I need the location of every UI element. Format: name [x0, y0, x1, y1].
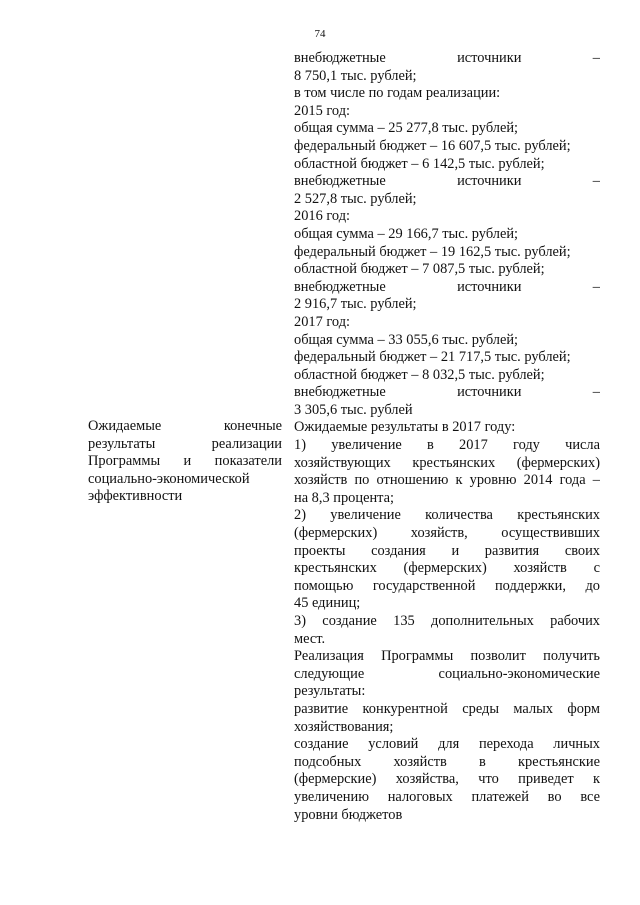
text-line: 3 305,6 тыс. рублей [294, 401, 413, 418]
text-line: эффективности [88, 488, 183, 505]
text-line: Реализация Программы позволит получить [294, 648, 600, 665]
text-line: внебюджетные источники – [294, 50, 600, 66]
text-line: областной бюджет – 8 032,5 тыс. рублей; [294, 366, 545, 383]
text-line: развитие конкурентной среды малых форм [294, 700, 600, 717]
text-line: общая сумма – 29 166,7 тыс. рублей; [294, 225, 519, 242]
text-line: областной бюджет – 6 142,5 тыс. рублей; [294, 155, 545, 172]
text-line: хозяйствования; [294, 718, 394, 735]
text-line: 3) создание 135 дополнительных рабочих [294, 613, 600, 629]
left-column-label [88, 418, 282, 506]
text-line: внебюджетные источники – [294, 384, 600, 401]
text-line: (фермерские) хозяйства, что приведет к [294, 771, 600, 788]
text-line: на 8,3 процента; [294, 489, 395, 506]
text-line: областной бюджет – 7 087,5 тыс. рублей; [294, 261, 545, 278]
text-line: 2016 год: [294, 208, 351, 225]
text-line: федеральный бюджет – 19 162,5 тыс. рублей; [294, 243, 571, 260]
text-line: 2 916,7 тыс. рублей; [294, 296, 417, 313]
text-line: 2) увеличение количества крестьянских [294, 507, 600, 524]
text-line: внебюджетные источники – [294, 278, 600, 295]
text-line: следующие социально-экономические [294, 665, 600, 682]
text-line: 45 единиц; [294, 595, 361, 612]
text-line: общая сумма – 33 055,6 тыс. рублей; [294, 331, 519, 348]
text-line: результаты: [294, 683, 366, 700]
text-line: создание условий для перехода личных [294, 736, 600, 753]
text-line: федеральный бюджет – 21 717,5 тыс. рублей; [294, 349, 571, 366]
text-line: 2 527,8 тыс. рублей; [294, 190, 417, 207]
text-line: внебюджетные источники – [294, 173, 600, 190]
text-line: хозяйствующих крестьянских (фермерских) [294, 454, 600, 471]
text-line: 2015 год: [294, 102, 351, 119]
text-line: (фермерских) хозяйств, осуществивших [294, 525, 600, 542]
text-line: увеличению налоговых платежей во все [294, 788, 600, 805]
right-column-content [294, 50, 600, 824]
text-line: Ожидаемые результаты в 2017 году: [294, 419, 516, 436]
text-line: проекты создания и развития своих [294, 542, 600, 559]
text-line: федеральный бюджет – 16 607,5 тыс. рублей; [294, 137, 571, 154]
text-line: мест. [294, 630, 326, 647]
text-line: результаты реализации [88, 435, 282, 452]
text-line: крестьянских (фермерских) хозяйств с [294, 560, 600, 577]
page-number: 74 [314, 28, 326, 40]
text-line: общая сумма – 25 277,8 тыс. рублей; [294, 120, 519, 137]
text-line: Программы и показатели [88, 453, 282, 470]
text-line: 1) увеличение в 2017 году числа [294, 437, 600, 454]
text-line: подсобных хозяйств в крестьянские [294, 753, 600, 770]
text-line: 2017 год: [294, 313, 351, 330]
text-line: в том числе по годам реализации: [294, 85, 501, 102]
text-line: социально-экономической [88, 470, 250, 487]
text-line: уровни бюджетов [294, 806, 403, 823]
text-line: помощью государственной поддержки, до [294, 577, 600, 594]
text-line: 8 750,1 тыс. рублей; [294, 67, 417, 84]
text-line: хозяйств по отношению к уровню 2014 года – [294, 472, 600, 489]
text-line: Ожидаемые конечные [88, 418, 282, 434]
